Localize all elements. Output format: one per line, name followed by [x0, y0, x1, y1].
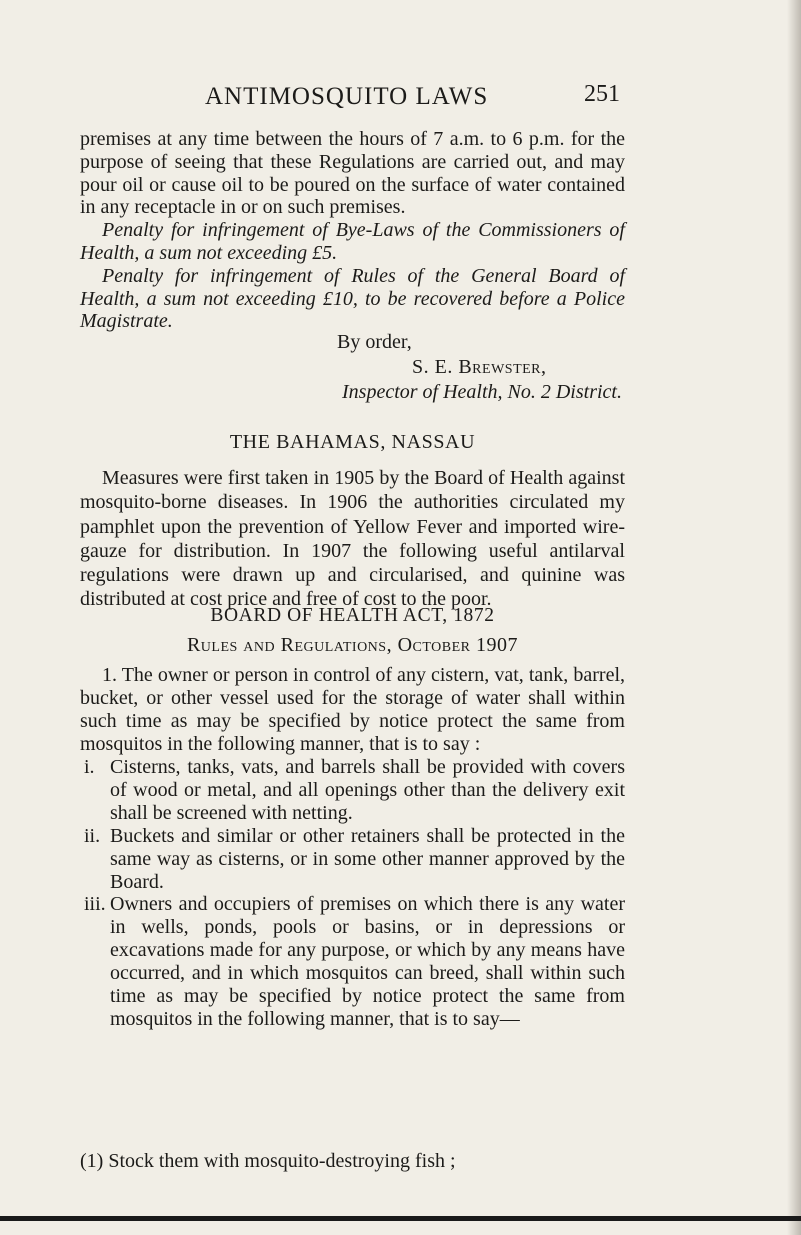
page-bottom-rule — [0, 1216, 801, 1221]
list-item — [80, 893, 625, 1030]
list-item-number: iii. — [84, 893, 106, 916]
list-item-number: i. — [84, 756, 95, 778]
rule-1 — [80, 664, 625, 756]
list-item-number: ii. — [84, 824, 101, 847]
signature-order: By order, — [337, 331, 412, 353]
list-item-text: Buckets and similar or other retainers shall be protected in the same way as cisterns, or in some other manner approved by the Board. — [110, 824, 625, 893]
section-paragraph — [80, 466, 625, 612]
list-item-text: Cisterns, tanks, vats, and barrels shall be provided with covers of wood or metal, and all openings other than the delivery exit shall be screened with netting. — [110, 756, 625, 824]
act-heading: BOARD OF HEALTH ACT, 1872 — [210, 605, 495, 626]
rule-1-text: 1. The owner or person in control of any cistern, vat, tank, barrel, bucket, or other vessel used for the storage of water shall within such time as may be specified by notice protect the same from mosquitos in the following manner, that is to say : — [80, 664, 625, 755]
list-item — [80, 825, 625, 894]
act-subheading: Rules and Regulations, October 1907 — [186, 634, 519, 656]
list-item — [80, 756, 625, 825]
running-title: ANTIMOSQUITO LAWS — [205, 83, 489, 110]
signature-title: Inspector of Health, No. 2 District. — [342, 381, 622, 403]
sub-clause-1: (1) Stock them with mosquito-destroying fish ; — [80, 1150, 456, 1172]
continued-text: premises at any time between the hours of 7 a.m. to 6 p.m. for the purpose of seeing that these Regulations are carried out, and may pour oil or cause oil to be poured on the surface of water contained in any receptacle in or on such premises. — [80, 128, 625, 219]
list-item-text: Owners and occupiers of premises on which there is any water in wells, ponds, pools or basins, or in depressions or excavations made for any purpose, or which by any means have occurred, and in which mosquitos can breed, shall within such time as may be specified by notice protect the same from mosquitos in the following manner, that is to say— — [110, 893, 625, 1030]
section-paragraph-text: Measures were first taken in 1905 by the Board of Health against mosquito-borne diseases. In 1906 the authorities circulated my pamphlet upon the prevention of Yellow Fever and imported wire-gauze for distribution. In 1907 the following useful antilarval regulations were drawn up and circularised, and quinine was distributed at cost price and free of cost to the poor. — [80, 467, 625, 611]
penalty-general-board: Penalty for infringement of Rules of the General Board of Health, a sum not exceeding £10, to be recovered before a Police Magistrate. — [80, 264, 625, 333]
rule-1-subitems — [80, 756, 625, 1031]
penalty-commissioners: Penalty for infringement of Bye-Laws of the Commissioners of Health, a sum not exceeding £5. — [80, 219, 625, 264]
continued-paragraph — [80, 128, 625, 333]
page-edge-shadow — [787, 0, 801, 1235]
page-number: 251 — [584, 81, 620, 107]
section-heading: THE BAHAMAS, NASSAU — [229, 431, 476, 453]
signature-name: S. E. Brewster, — [412, 356, 547, 378]
